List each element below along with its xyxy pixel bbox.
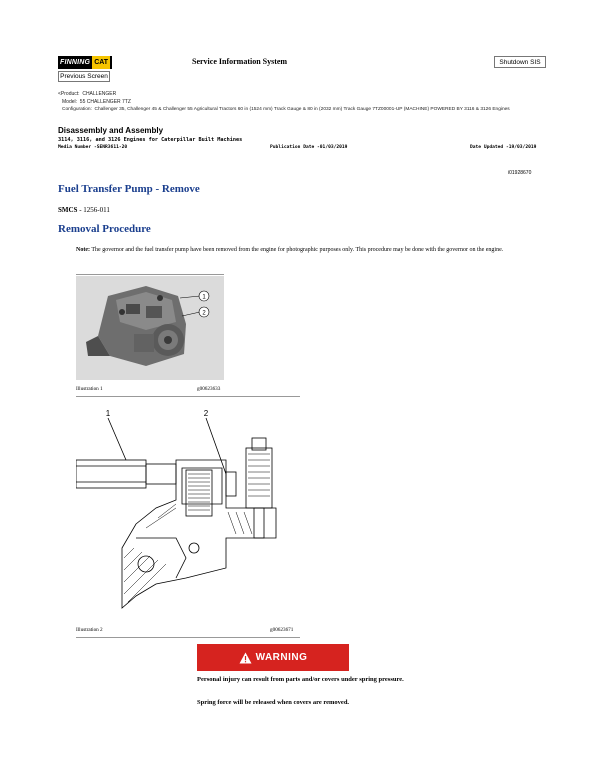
cat-badge: CAT [92,56,110,69]
configuration-row [62,106,552,114]
document-subtitle: 3114, 3116, and 3126 Engines for Caterpillar Built Machines [58,137,243,143]
illustration1-top-rule [76,274,224,275]
finning-cat-logo [58,56,112,69]
warning-banner [197,644,349,671]
note-text: The governor and the fuel transfer pump have been removed from the engine for photographic purposes only. This procedure may be done with the governor on the engine. [90,247,504,253]
smcs-code [58,206,110,214]
page-title: Fuel Transfer Pump - Remove [58,183,200,195]
warning-text-1: Personal injury can result from parts and/or covers under spring pressure. [197,676,404,683]
illustration2-callout-1: 1 [105,409,111,418]
model-value: 55 CHALLENGER 7TZ [79,99,131,105]
config-label: Configuration: [62,107,92,112]
media-number: Media Number -SENR3611-20 [58,145,128,150]
section-heading: Disassembly and Assembly [58,126,164,135]
product-value: CHALLENGER [82,91,117,97]
model-row [62,98,131,106]
model-label: Model: [62,99,78,105]
illustration2-label: Illustration 2 [76,627,103,633]
shutdown-sis-button[interactable]: Shutdown SIS [494,56,546,68]
product-row [58,90,116,98]
system-title: Service Information System [192,57,288,66]
warning-triangle-icon [239,652,252,664]
config-value: Challenger 35, Challenger 45 & Challenger 55 Agricultural Tractors 60 in (1524 mm) Track Gauge & 80 in (2032 mm) Track Gauge 7TZ00001-UP (MACHINE) POWERED BY 3116 & 3126 Engines [94,107,510,112]
illustration2-drawing [76,408,300,620]
illustration1-callout-2: 2 [202,310,206,317]
illustration2-callout-2: 2 [203,409,209,418]
document-id: i01928670 [508,170,532,176]
smcs-value: - 1256-011 [77,206,110,214]
illustration2-bottom-rule [76,637,300,638]
note-label: Note: [76,247,90,253]
illustration2-code: g00623671 [270,627,294,633]
illustration1-photo [76,276,224,380]
illustration1-callout-1: 1 [202,294,206,301]
smcs-label: SMCS [58,206,78,214]
illustration1-code: g00623633 [197,386,221,392]
illustration1-bottom-rule [76,396,300,397]
warning-text-2: Spring force will be released when covers are removed. [197,699,350,706]
logo-text: FINNING [60,59,91,66]
publication-date: Publication Date -01/03/2019 [270,145,348,150]
previous-screen-button[interactable]: Previous Screen [58,71,110,82]
product-label: <Product: [58,91,80,97]
note-paragraph [76,246,546,254]
procedure-heading: Removal Procedure [58,223,151,235]
illustration1-label: Illustration 1 [76,386,103,392]
warning-label: WARNING [255,652,308,663]
date-updated: Date Updated -19/03/2019 [470,145,537,150]
